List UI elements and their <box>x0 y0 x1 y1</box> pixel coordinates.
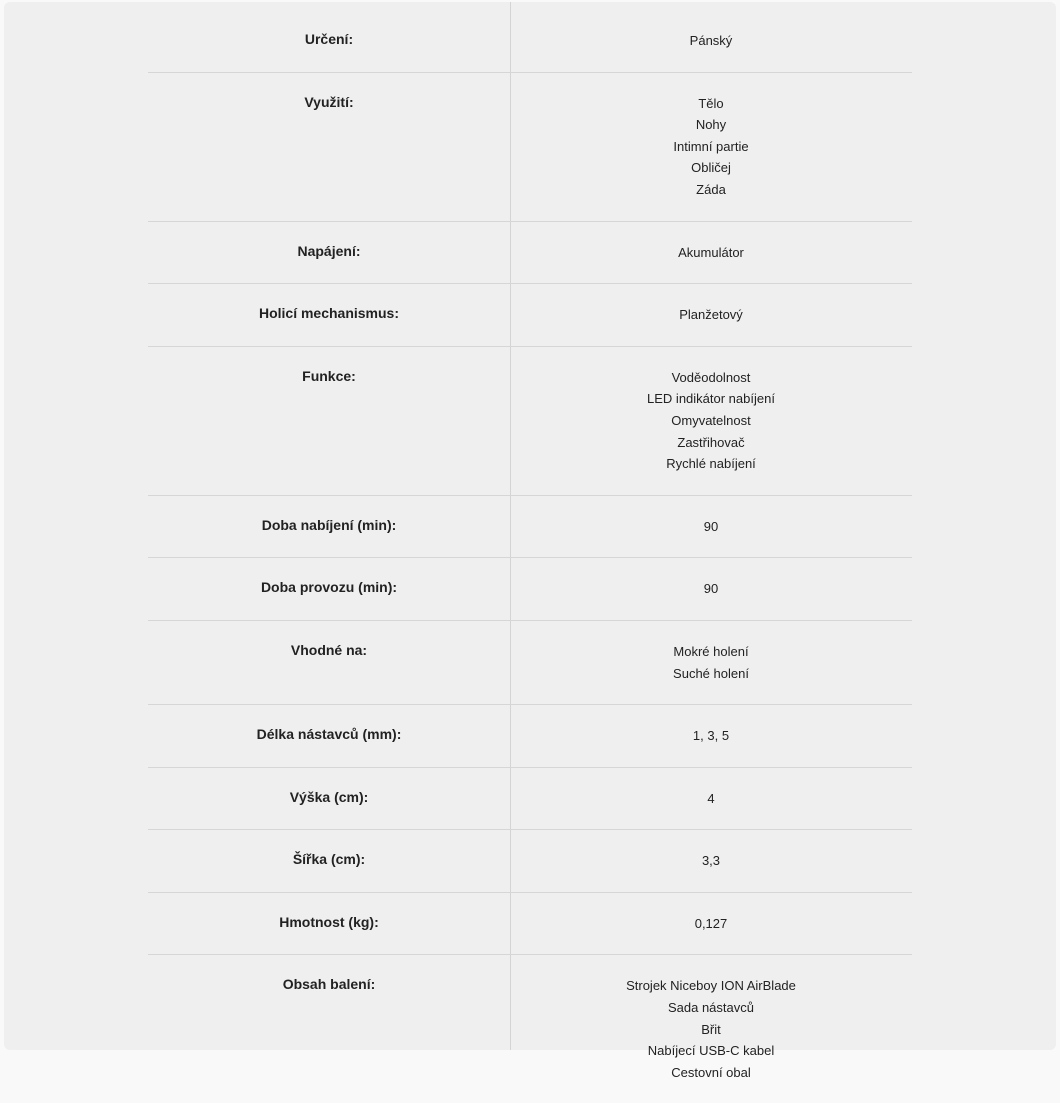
spec-label: Délka nástavců (mm): <box>148 705 510 768</box>
spec-label: Obsah balení: <box>148 955 510 1103</box>
spec-value-item: Intimní partie <box>673 138 749 154</box>
spec-value-item: Planžetový <box>679 307 743 323</box>
spec-value-item: 3,3 <box>701 853 721 869</box>
spec-value-item: Tělo <box>698 95 724 111</box>
spec-value <box>510 558 912 621</box>
spec-label: Napájení: <box>148 221 510 284</box>
spec-label: Hmotnost (kg): <box>148 892 510 955</box>
spec-value-item: 1, 3, 5 <box>692 728 730 744</box>
spec-value-item: Voděodolnost <box>671 369 751 385</box>
spec-value <box>510 72 912 221</box>
spec-value-item: Sada nástavců <box>667 1000 754 1016</box>
spec-value-item: 90 <box>703 518 719 534</box>
spec-row <box>148 830 912 893</box>
spec-value-item: Cestovní obal <box>671 1064 751 1080</box>
spec-value <box>510 284 912 347</box>
spec-row <box>148 495 912 558</box>
spec-value <box>510 830 912 893</box>
spec-row <box>148 705 912 768</box>
spec-value-item: 4 <box>707 790 715 806</box>
spec-value-item: Nabíjecí USB-C kabel <box>647 1043 775 1059</box>
spec-value-item: Strojek Niceboy ION AirBlade <box>626 978 796 994</box>
spec-value-item: Rychlé nabíjení <box>666 456 756 472</box>
spec-value-item: 90 <box>703 581 719 597</box>
spec-row <box>148 620 912 704</box>
spec-value-item: Pánský <box>689 33 733 48</box>
spec-row <box>148 346 912 495</box>
spec-value-item: Břit <box>701 1021 721 1037</box>
spec-value-item: Mokré holení <box>673 643 749 659</box>
specs-table-body <box>148 10 912 1103</box>
spec-row <box>148 284 912 347</box>
spec-label: Doba provozu (min): <box>148 558 510 621</box>
spec-value-item: Záda <box>696 181 726 197</box>
spec-value-item: 0,127 <box>694 915 728 931</box>
spec-row <box>148 892 912 955</box>
spec-value-item: Akumulátor <box>678 244 744 260</box>
spec-value <box>510 10 912 72</box>
spec-value-item: Suché holení <box>673 665 749 681</box>
spec-label: Holicí mechanismus: <box>148 284 510 347</box>
spec-row <box>148 955 912 1103</box>
spec-row <box>148 72 912 221</box>
spec-label: Doba nabíjení (min): <box>148 495 510 558</box>
spec-value-item: Nohy <box>695 117 727 133</box>
spec-label: Výška (cm): <box>148 767 510 830</box>
spec-value <box>510 705 912 768</box>
spec-value <box>510 620 912 704</box>
specs-table <box>148 10 912 1103</box>
spec-row <box>148 221 912 284</box>
spec-label: Šířka (cm): <box>148 830 510 893</box>
spec-label: Využití: <box>148 72 510 221</box>
spec-row <box>148 558 912 621</box>
spec-label: Vhodné na: <box>148 620 510 704</box>
spec-value <box>510 495 912 558</box>
spec-value-item: Obličej <box>691 160 731 176</box>
spec-value <box>510 955 912 1103</box>
spec-value-item: Zastřihovač <box>677 434 745 450</box>
spec-row <box>148 767 912 830</box>
spec-value <box>510 346 912 495</box>
spec-row <box>148 10 912 72</box>
spec-label: Určení: <box>304 31 354 47</box>
spec-value <box>510 221 912 284</box>
spec-value <box>510 892 912 955</box>
spec-value <box>510 767 912 830</box>
spec-value-item: Omyvatelnost <box>671 412 751 428</box>
spec-value-item: LED indikátor nabíjení <box>647 391 775 407</box>
spec-label: Funkce: <box>148 346 510 495</box>
